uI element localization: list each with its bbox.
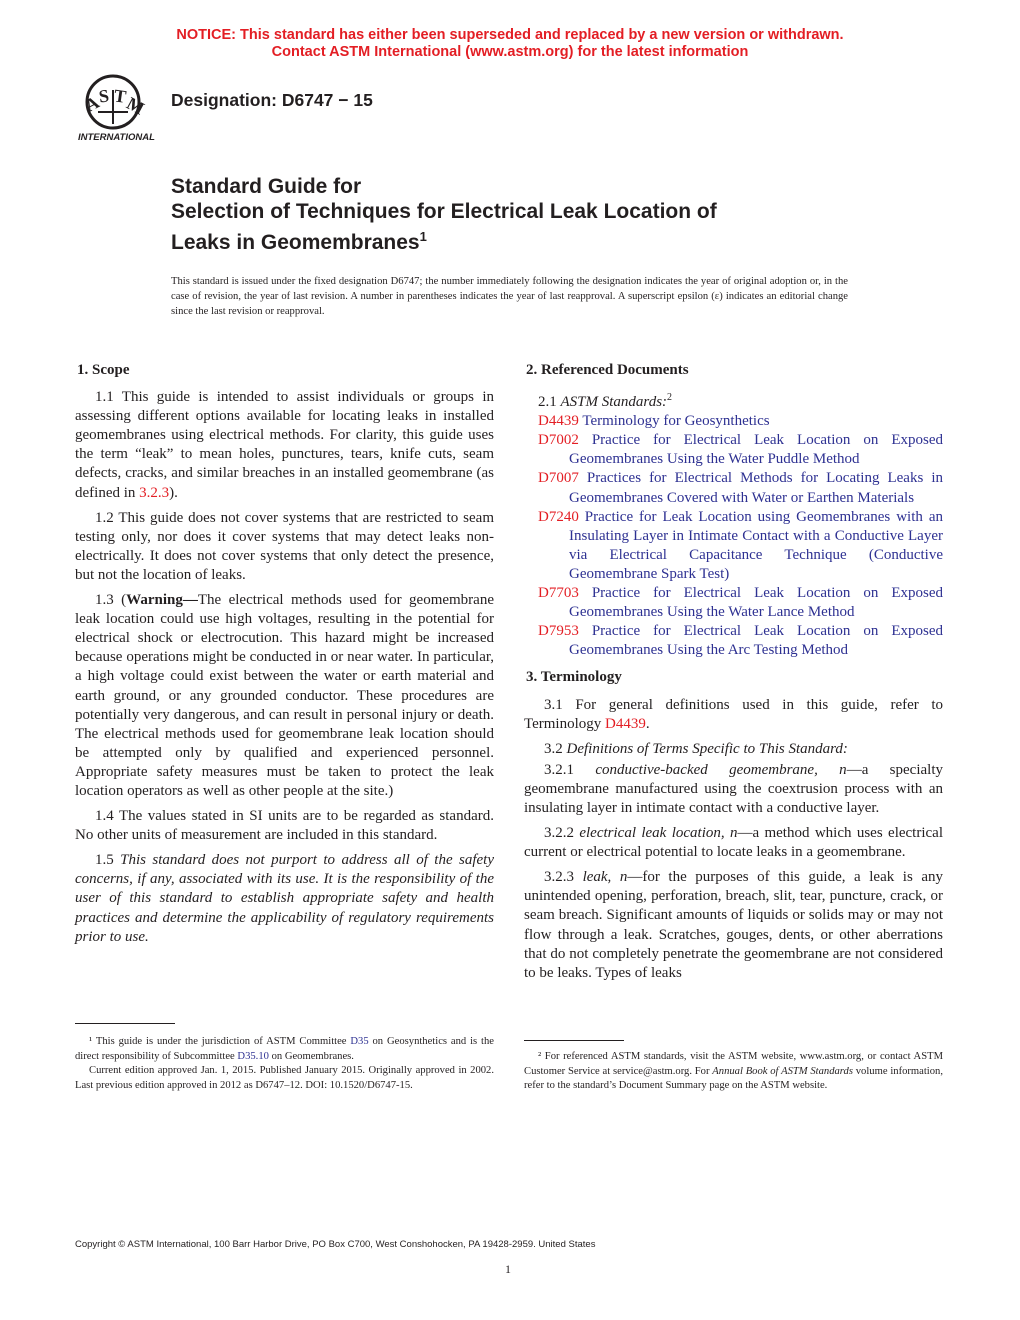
designation: Designation: D6747 − 15 [171,90,373,110]
term-3-2-num: 3.2 [544,740,567,757]
term-3-1 [524,696,943,734]
page-number: 1 [505,1262,511,1276]
reference-item[interactable] [538,412,943,431]
link-d4439[interactable]: D4439 [605,715,646,732]
notice-line-2: Contact ASTM International (www.astm.org) for the latest information [271,44,749,60]
term-3-2-1 [524,761,943,818]
scope-1-4: 1.4 The values stated in SI units are to be regarded as standard. No other units of measurement are included in this standard. [75,808,494,844]
term-3-2 [524,740,943,759]
title-line-3 [171,224,891,255]
refdocs-2-1 [538,388,943,412]
term-3-2-1-def: —a specialty geomembrane manufactured using the coextrusion process with an insulating layer in intimate contact with a conductive layer. [524,761,943,816]
scope-1-1-text: 1.1 This guide is intended to assist individuals or groups in assessing different options available for locating leaks in installed geomembranes using electrical methods. For clarity, this guide uses the term “leak” to mean holes, punctures, tears, knife cuts, seam defects, cracks, and similar breaches in an installed geomembrane (as defined in [75,389,494,501]
term-3-2-3-num: 3.2.3 [544,869,583,886]
refdocs-heading: 2. Referenced Documents [526,362,689,378]
footnote-rule [75,1023,175,1024]
link-d35[interactable]: D35 [350,1036,369,1047]
reference-item[interactable] [538,622,943,660]
title-line-1: Standard Guide for [171,175,362,198]
reference-code[interactable]: D4439 [538,413,579,430]
scope-1-1 [75,388,494,503]
reference-item[interactable] [538,469,943,507]
reference-title[interactable]: Practices for Electrical Methods for Locating Leaks in Geomembranes Covered with Water or Earthen Materials [569,470,943,506]
reference-code[interactable]: D7240 [538,508,579,525]
scope-1-2: 1.2 This guide does not cover systems that are restricted to seam testing only, nor does it cover systems that may detect leaks non-electrically. It does not cover systems that only detect the presence, but not the location of leaks. [75,509,494,583]
reference-title[interactable]: Terminology for Geosynthetics [582,413,770,430]
logo-international-text: INTERNATIONAL [78,132,155,143]
footnote-1-text-b: on Geosynthetics and is the direct responsibility of Subcommittee [75,1036,494,1062]
reference-title[interactable]: Practice for Electrical Leak Location on Exposed Geomembranes Using the Water Lance Method [569,585,944,621]
footnote-2-italic: Annual Book of ASTM Standards [712,1065,853,1077]
scope-heading: 1. Scope [77,362,130,378]
term-3-2-1-term: conductive-backed geomembrane, n [595,761,847,778]
term-3-1-text: 3.1 For general definitions used in this guide, refer to Terminology [524,696,943,732]
footnote-2-text-b: volume information, refer to the standard’s Document Summary page on the ASTM website. [524,1065,943,1091]
scope-1-1-end: ). [169,484,178,501]
astm-logo [74,72,164,144]
withdrawn-notice [0,27,1020,61]
refdocs-2-1-label: ASTM Standards: [560,394,668,411]
term-3-2-2-def: —a method which uses electrical current or electrical potential to locate leaks in a geomembrane. [524,825,943,861]
reference-title[interactable]: Practice for Electrical Leak Location on Exposed Geomembranes Using the Water Puddle Method [569,432,944,468]
svg-text:M: M [123,92,148,119]
terminology-heading: 3. Terminology [526,669,622,686]
term-3-1-end: . [645,715,650,732]
title-line-2: Selection of Techniques for Electrical Leak Location of [171,200,717,223]
footnote-2-text [524,1050,943,1094]
term-3-2-2-term: electrical leak location, n [579,825,738,842]
reference-item[interactable] [538,508,943,584]
refdocs-2-1-sup: 2 [667,392,673,404]
term-3-2-1-num: 3.2.1 [544,761,596,778]
title-line-3-text: Leaks in Geomembranes [171,231,420,254]
reference-code[interactable]: D7007 [538,470,579,487]
warning-label: Warning— [126,592,198,609]
link-3-2-3[interactable]: 3.2.3 [139,484,170,501]
copyright: Copyright © ASTM International, 100 Barr Harbor Drive, PO Box C700, West Conshohocken, PA 19428-2959. United States [75,1239,596,1250]
refdocs-2-1-num: 2.1 [538,394,561,411]
reference-code[interactable]: D7002 [538,432,579,449]
reference-item[interactable] [538,584,943,622]
footnote-1-text-c: on Geomembranes. [268,1050,354,1062]
footnote-1-text-a: ¹ This guide is under the jurisdiction of ASTM Committee [89,1036,351,1047]
document-title [171,174,891,255]
scope-1-3 [75,591,494,801]
reference-code[interactable]: D7953 [538,623,579,640]
reference-code[interactable]: D7703 [538,585,579,602]
scope-1-5 [75,851,494,946]
issuance-statement: This standard is issued under the fixed designation D6747; the number immediately following the designation indicates the year of original adoption or, in the case of revision, the year of last revision. A number in parentheses indicates the year of last reapproval. A superscript epsilon (ε) indicates an editorial change since the last revision or reapproval. [171,276,848,317]
footnote-2-text-a: ² For referenced ASTM standards, visit the ASTM website, www.astm.org, or contact ASTM Customer Service at service@astm.org. For [524,1051,943,1077]
footnote-1-p2: Current edition approved Jan. 1, 2015. Published January 2015. Originally approved in 2002. Last previous edition approved in 2012 as D6747–12. DOI: 10.1520/D6747-15. [75,1065,494,1091]
scope-1-3-text: The electrical methods used for geomembrane leak location could use high voltages, resulting in the potential for electrical shock or electrocution. This hazard might be increased because operations might be conducted in or near water. In particular, a high voltage could exist between the water or earth material and earth ground, or any grounded conductor. These procedures are potentially very dangerous, and can result in personal injury or death. The electrical methods used for geomembrane leak location should be attempted only by qualified and experienced personnel. Appropriate safety measures must be taken to protect the leak location operators as well as other people at the site.) [75,592,494,799]
notice-line-1: NOTICE: This standard has either been superseded and replaced by a new version or withdrawn. [176,27,844,43]
link-d35-10[interactable]: D35.10 [237,1050,269,1062]
svg-text:A: A [81,92,103,116]
svg-text:S: S [97,85,111,107]
term-3-2-2-num: 3.2.2 [544,825,580,842]
reference-list [538,412,943,660]
reference-title[interactable]: Practice for Leak Location using Geomembranes with an Insulating Layer in Intimate Contact with a Conductive Layer via Electrical Capacitance Technique (Conductive Geomembrane Spark Test) [569,508,944,582]
right-column [524,361,943,989]
term-3-2-3-def: —for the purposes of this guide, a leak is any unintended opening, perforation, breach, slit, tear, puncture, crack, or seam breach. Significant amounts of liquids or solids may or may not flow through a leak. Scratches, gouges, dents, or other aberrations that do not completely penetrate the geomembrane are not considered to be leaks. Types of leaks [524,869,944,981]
term-3-2-label: Definitions of Terms Specific to This Standard: [566,740,848,757]
scope-1-3-num: 1.3 ( [95,592,127,609]
term-3-2-3 [524,868,943,983]
term-3-2-3-term: leak, n [582,869,628,886]
reference-title[interactable]: Practice for Electrical Leak Location on Exposed Geomembranes Using the Arc Testing Method [569,623,944,659]
left-column [75,361,494,953]
term-3-2-2 [524,824,943,862]
scope-1-5-text: This standard does not purport to address all of the safety concerns, if any, associated with its use. It is the responsibility of the user of this standard to establish appropriate safety and health practices and determine the applicability of regulatory requirements prior to use. [75,852,495,945]
scope-1-5-num: 1.5 [95,852,121,869]
footnote-rule [524,1040,624,1041]
svg-text:T: T [112,85,128,107]
reference-item[interactable] [538,431,943,469]
footnote-2 [524,1040,943,1094]
footnote-1 [75,1023,494,1093]
footnote-1-p1 [75,1035,494,1064]
title-footnote-mark: 1 [419,229,427,244]
